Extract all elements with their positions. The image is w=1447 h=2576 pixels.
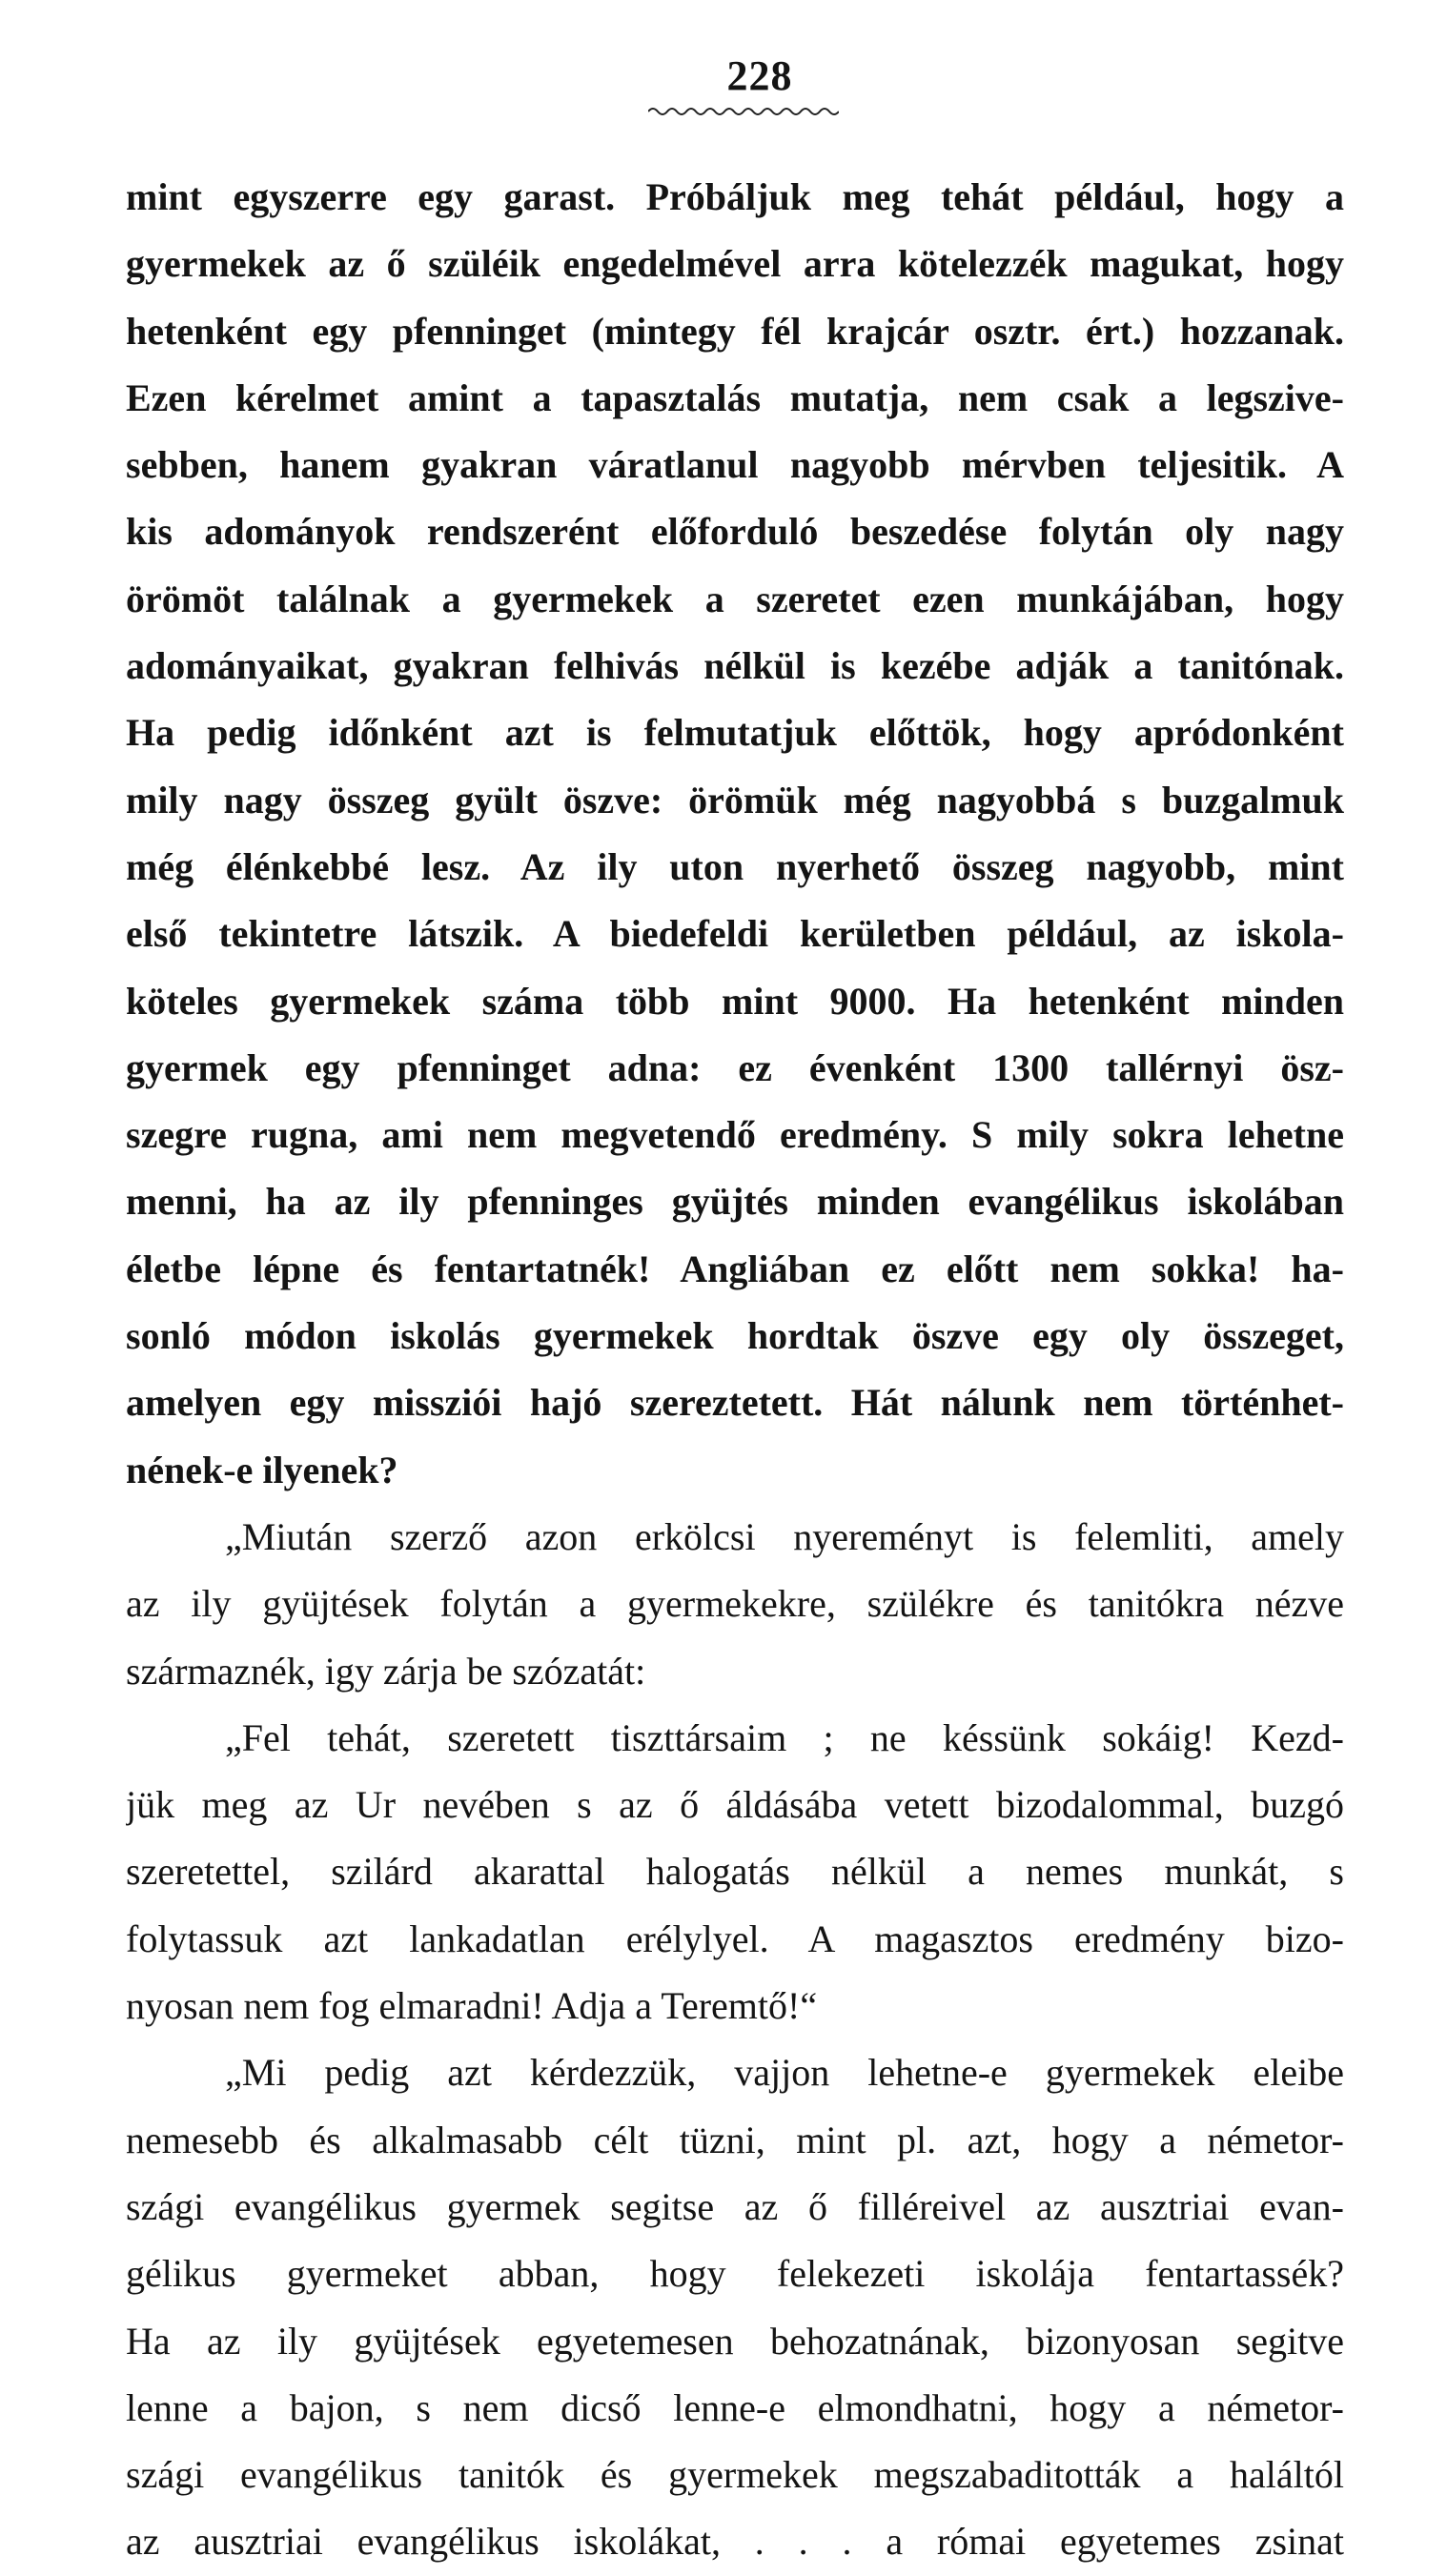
text-line: adományaikat, gyakran felhivás nélkül is kezébe adják a tanitónak. [126, 644, 1344, 688]
text-line: gyermekek az ő szüléik engedelmével arra kötelezzék magukat, hogy [126, 242, 1344, 286]
text-line: sebben, hanem gyakran váratlanul nagyobb mérvben teljesitik. A [126, 443, 1344, 487]
text-line: sonló módon iskolás gyermekek hordtak öszve egy oly összeget, [126, 1314, 1344, 1358]
text-line: gyermek egy pfenninget adna: ez évenként 1300 tallérnyi ösz- [126, 1045, 1344, 1089]
text-line: amelyen egy missziói hajó szereztetett. Hát nálunk nem történhet- [126, 1381, 1344, 1425]
text-body [126, 164, 1344, 2576]
text-line: jük meg az Ur nevében s az ő áldásába vetett bizodalommal, buzgó [126, 1783, 1344, 1827]
text-line: hetenként egy pfenninget (mintegy fél krajcár osztr. ért.) hozzanak. [126, 309, 1344, 353]
text-line: gélikus gyermeket abban, hogy felekezeti iskolája fentartassék? [126, 2252, 1344, 2296]
text-line: az ily gyüjtések folytán a gyermekekre, szülékre és tanitókra nézve [126, 1582, 1344, 1626]
text-line: az ausztriai evangélikus iskolákat, . . . a római egyetemes zsinat [126, 2520, 1344, 2564]
text-line: lenne a bajon, s nem dicső lenne-e elmondhatni, hogy a németor- [126, 2385, 1344, 2429]
text-line: nemesebb és alkalmasabb célt tüzni, mint pl. azt, hogy a németor- [126, 2118, 1344, 2161]
text-line: mint egyszerre egy garast. Próbáljuk meg tehát például, hogy a [126, 175, 1344, 218]
text-line: életbe lépne és fentartatnék! Angliában ez előtt nem sokka! ha- [126, 1247, 1344, 1290]
text-line: Ha az ily gyüjtések egyetemesen behozatnának, bizonyosan segitve [126, 2319, 1344, 2363]
text-line: menni, ha az ily pfenninges gyüjtés minden evangélikus iskolában [126, 1180, 1344, 1224]
text-line: kis adományok rendszerént előforduló beszedése folytán oly nagy [126, 510, 1344, 554]
text-line: nének-e ilyenek? [126, 1448, 398, 1491]
text-line: első tekintetre látszik. A biedefeldi kerületben például, az iskola- [126, 912, 1344, 956]
text-line: „Fel tehát, szeretett tiszttársaim ; ne késsünk sokáig! Kezd- [225, 1715, 1344, 1759]
text-line: szegre rugna, ami nem megvetendő eredmény. S mily sokra lehetne [126, 1113, 1344, 1157]
text-line: származnék, igy zárja be szózatát: [126, 1649, 646, 1693]
text-line: szeretettel, szilárd akarattal halogatás nélkül a nemes munkát, s [126, 1850, 1344, 1894]
text-line: örömöt találnak a gyermekek a szeretet ezen munkájában, hogy [126, 577, 1344, 620]
text-line: Ezen kérelmet amint a tapasztalás mutatja, nem csak a legszive- [126, 375, 1344, 419]
text-line: nyosan nem fog elmaradni! Adja a Teremtő!“ [126, 1984, 818, 2028]
page-number: 228 [726, 52, 793, 99]
text-line: „Mi pedig azt kérdezzük, vajjon lehetne-e gyermekek eleibe [225, 2051, 1344, 2095]
text-line: Ha pedig időnként azt is felmutatjuk előttök, hogy apródonként [126, 711, 1344, 755]
text-line: szági evangélikus gyermek segitse az ő filléreivel az ausztriai evan- [126, 2184, 1344, 2228]
text-line: mily nagy összeg gyült öszve: örömük még nagyobbá s buzgalmuk [126, 778, 1344, 821]
text-line: még élénkebbé lesz. Az ily uton nyerhető összeg nagyobb, mint [126, 844, 1344, 888]
text-line: szági evangélikus tanitók és gyermekek megszabaditották a haláltól [126, 2453, 1344, 2497]
text-line: köteles gyermekek száma több mint 9000. Ha hetenként minden [126, 979, 1344, 1023]
text-line: folytassuk azt lankadatlan erélylyel. A magasztos eredmény bizo- [126, 1917, 1344, 1960]
text-line: „Miután szerző azon erkölcsi nyereményt is felemliti, amely [225, 1514, 1344, 1558]
wavy-rule-ornament [648, 105, 839, 118]
